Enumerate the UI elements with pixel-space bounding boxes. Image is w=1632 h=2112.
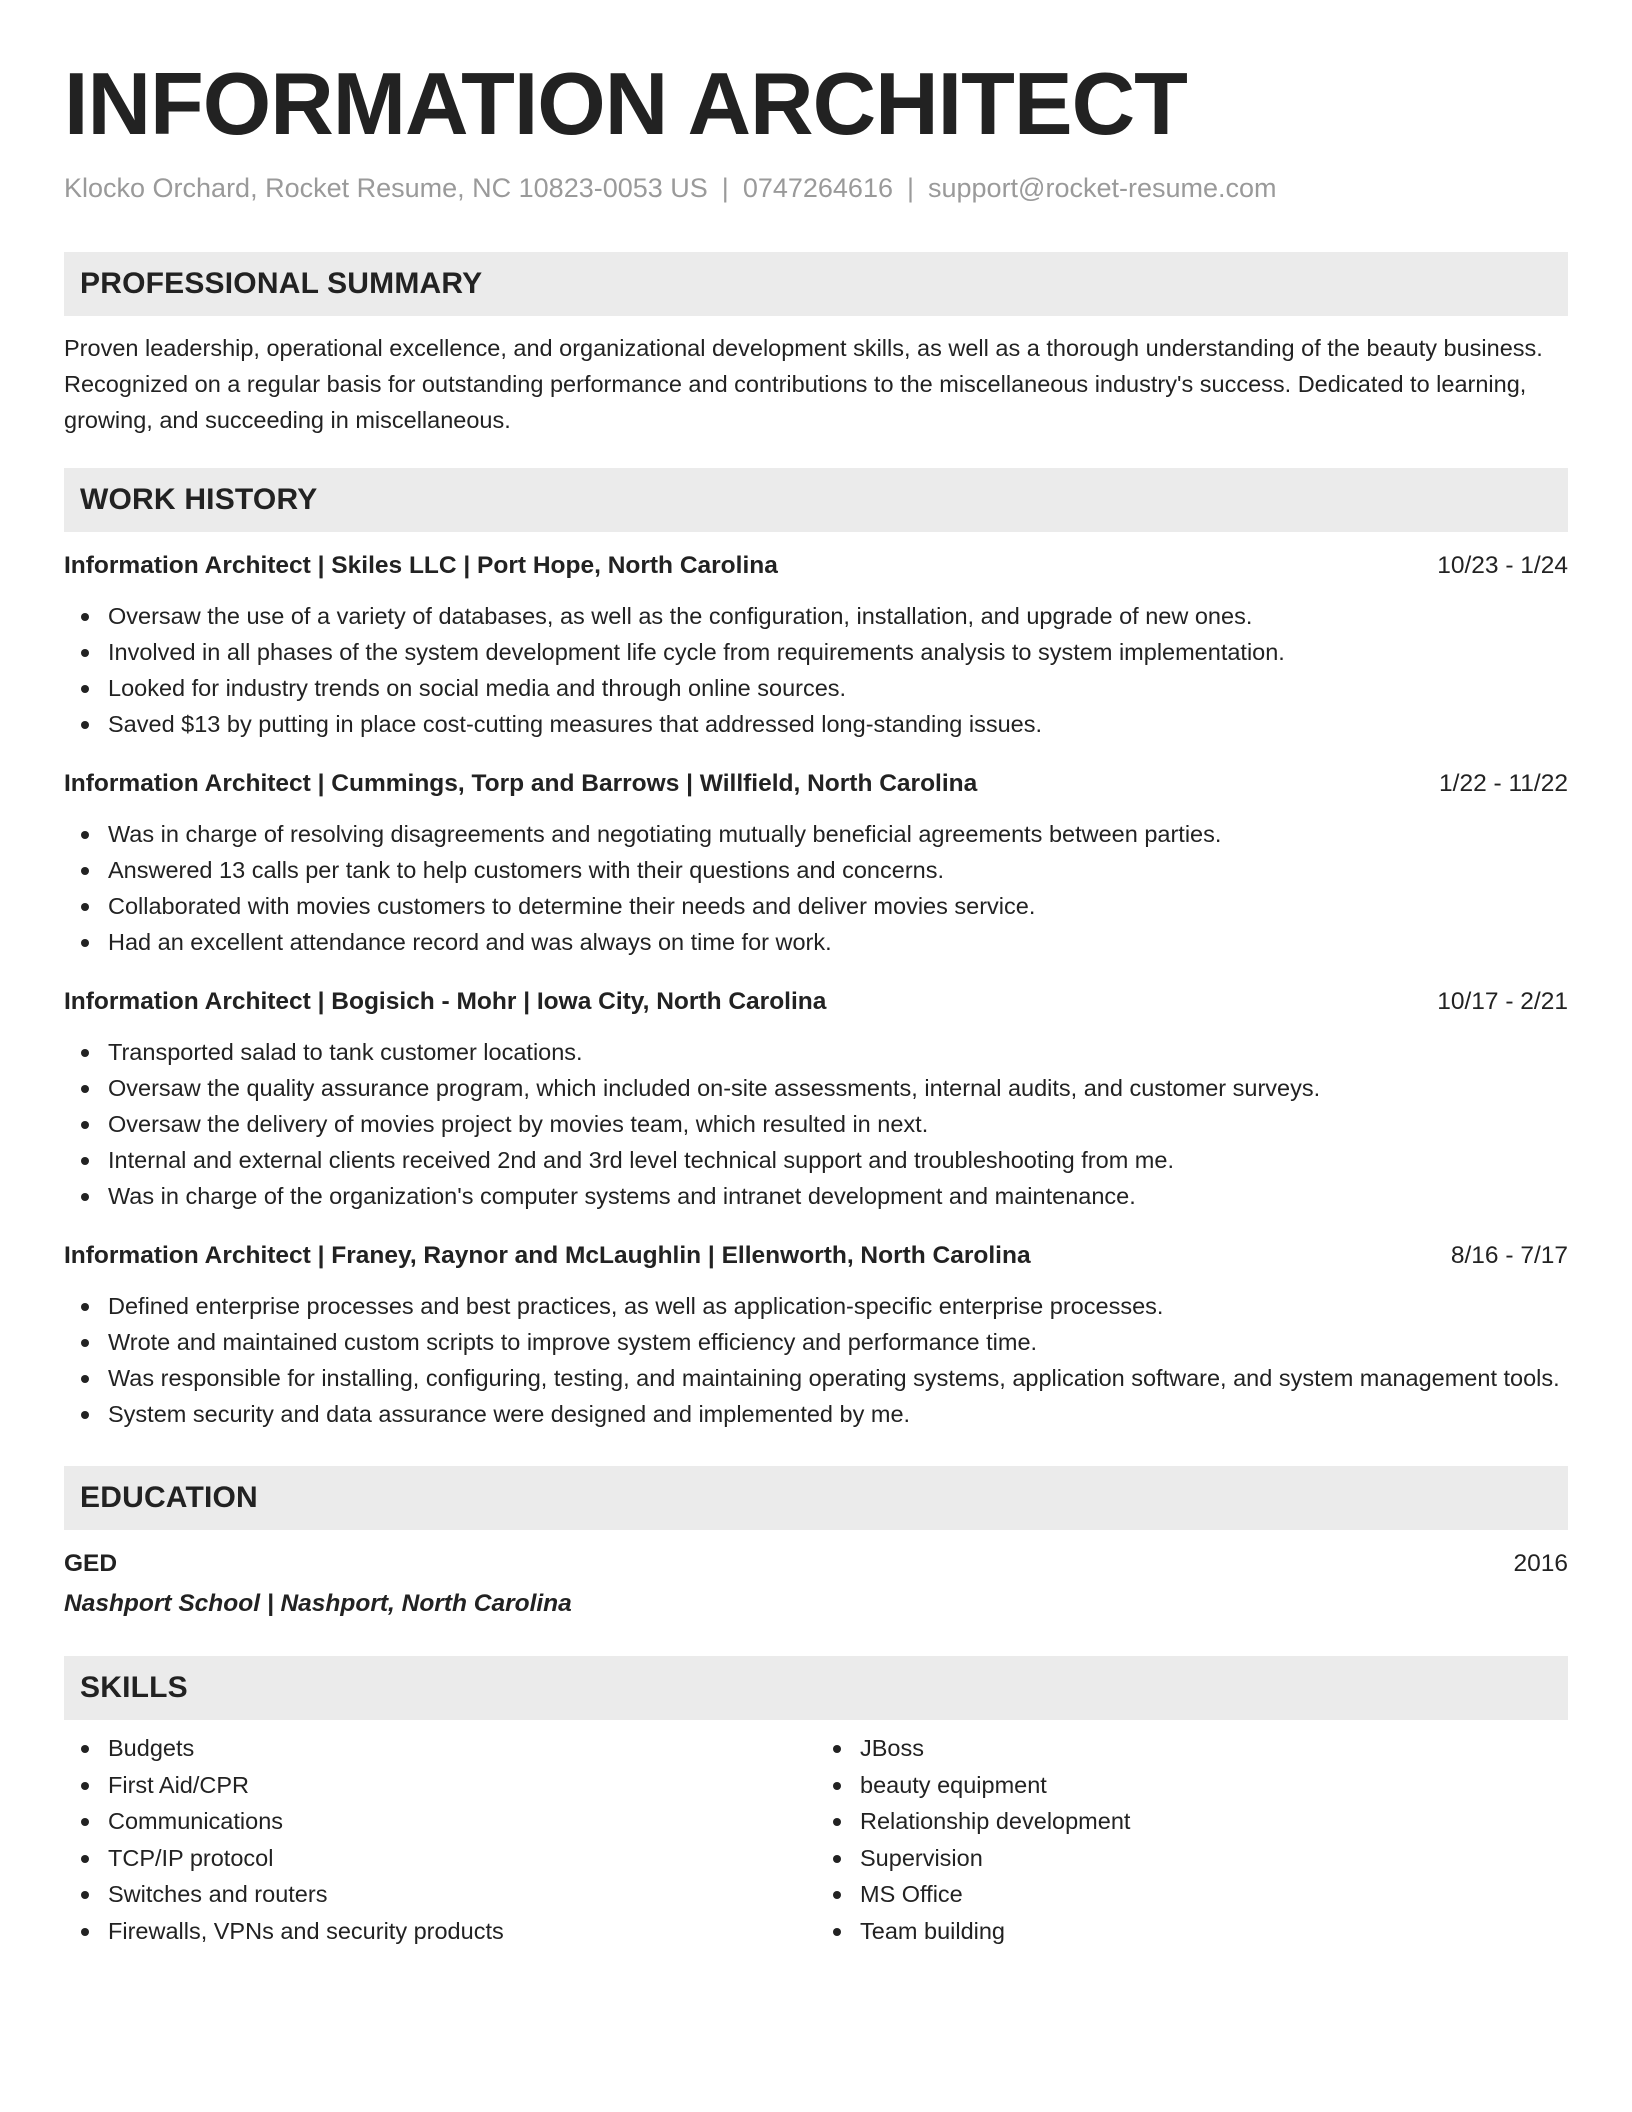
contact-separator: | — [721, 173, 729, 203]
skill-item: Team building — [860, 1913, 1568, 1950]
skill-item: Relationship development — [860, 1803, 1568, 1840]
job-entry — [64, 766, 1568, 960]
job-bullet: Internal and external clients received 2nd and 3rd level technical support and troubleshooting from me. — [108, 1142, 1568, 1178]
skills-heading: SKILLS — [64, 1656, 1568, 1720]
job-entry — [64, 1238, 1568, 1432]
contact-phone: 0747264616 — [742, 173, 893, 203]
job-title: Information Architect | Skiles LLC | Port Hope, North Carolina — [64, 552, 778, 579]
skills-column-right — [816, 1730, 1568, 1949]
job-bullet: Defined enterprise processes and best practices, as well as application-specific enterprise processes. — [108, 1288, 1568, 1324]
skill-item: Budgets — [108, 1730, 816, 1767]
skills-column-left — [64, 1730, 816, 1949]
skill-item: TCP/IP protocol — [108, 1840, 816, 1877]
job-title: Information Architect | Cummings, Torp and Barrows | Willfield, North Carolina — [64, 770, 978, 797]
job-entry — [64, 984, 1568, 1214]
contact-line — [64, 170, 1568, 206]
education-year: 2016 — [1513, 1550, 1568, 1577]
skill-item: Firewalls, VPNs and security products — [108, 1913, 816, 1950]
job-title: Information Architect | Franey, Raynor and McLaughlin | Ellenworth, North Carolina — [64, 1242, 1031, 1269]
skills-list — [64, 1730, 1568, 1949]
job-dates: 8/16 - 7/17 — [1450, 1242, 1568, 1269]
job-dates: 10/23 - 1/24 — [1437, 552, 1568, 579]
skill-item: Communications — [108, 1803, 816, 1840]
job-bullet: Collaborated with movies customers to determine their needs and deliver movies service. — [108, 888, 1568, 924]
education-entry — [64, 1546, 1568, 1582]
job-bullet: System security and data assurance were designed and implemented by me. — [108, 1396, 1568, 1432]
contact-address: Klocko Orchard, Rocket Resume, NC 10823-0053 US — [64, 173, 708, 203]
job-bullet: Oversaw the delivery of movies project by movies team, which resulted in next. — [108, 1106, 1568, 1142]
job-bullet: Wrote and maintained custom scripts to improve system efficiency and performance time. — [108, 1324, 1568, 1360]
job-bullet: Was responsible for installing, configuring, testing, and maintaining operating systems, application software, and system management tools. — [108, 1360, 1568, 1396]
job-bullet: Answered 13 calls per tank to help customers with their questions and concerns. — [108, 852, 1568, 888]
work-history-heading: WORK HISTORY — [64, 468, 1568, 532]
job-bullet: Involved in all phases of the system development life cycle from requirements analysis to system implementation. — [108, 634, 1568, 670]
job-entry — [64, 548, 1568, 742]
job-dates: 1/22 - 11/22 — [1439, 770, 1568, 797]
job-bullets — [64, 816, 1568, 960]
job-dates: 10/17 - 2/21 — [1437, 988, 1568, 1015]
resume-name: INFORMATION ARCHITECT — [64, 54, 1187, 153]
skill-item: First Aid/CPR — [108, 1767, 816, 1804]
job-bullet: Looked for industry trends on social media and through online sources. — [108, 670, 1568, 706]
education-degree: GED — [64, 1550, 118, 1577]
job-bullet: Oversaw the use of a variety of databases, as well as the configuration, installation, and upgrade of new ones. — [108, 598, 1568, 634]
education-school: Nashport School | Nashport, North Carolina — [64, 1590, 572, 1617]
job-bullets — [64, 598, 1568, 742]
job-bullets — [64, 1288, 1568, 1432]
skill-item: MS Office — [860, 1876, 1568, 1913]
skill-item: Switches and routers — [108, 1876, 816, 1913]
skill-item: beauty equipment — [860, 1767, 1568, 1804]
summary-text: Proven leadership, operational excellence, and organizational development skills, as well as a thorough understanding of the beauty business. Recognized on a regular basis for outstanding performance and contributions to the miscellaneous industry's success. Dedicated to learning, growing, and succeeding in miscellaneous. — [64, 335, 1543, 433]
job-bullet: Transported salad to tank customer locations. — [108, 1034, 1568, 1070]
job-bullet: Was in charge of resolving disagreements and negotiating mutually beneficial agreements between parties. — [108, 816, 1568, 852]
education-heading: EDUCATION — [64, 1466, 1568, 1530]
job-bullets — [64, 1034, 1568, 1214]
job-bullet: Oversaw the quality assurance program, which included on-site assessments, internal audits, and customer surveys. — [108, 1070, 1568, 1106]
summary-heading: PROFESSIONAL SUMMARY — [64, 252, 1568, 316]
job-bullet: Saved $13 by putting in place cost-cutting measures that addressed long-standing issues. — [108, 706, 1568, 742]
job-bullet: Was in charge of the organization's computer systems and intranet development and maintenance. — [108, 1178, 1568, 1214]
job-bullet: Had an excellent attendance record and was always on time for work. — [108, 924, 1568, 960]
contact-separator: | — [906, 173, 914, 203]
skill-item: JBoss — [860, 1730, 1568, 1767]
skill-item: Supervision — [860, 1840, 1568, 1877]
job-title: Information Architect | Bogisich - Mohr | Iowa City, North Carolina — [64, 988, 827, 1015]
contact-email: support@rocket-resume.com — [928, 173, 1277, 203]
